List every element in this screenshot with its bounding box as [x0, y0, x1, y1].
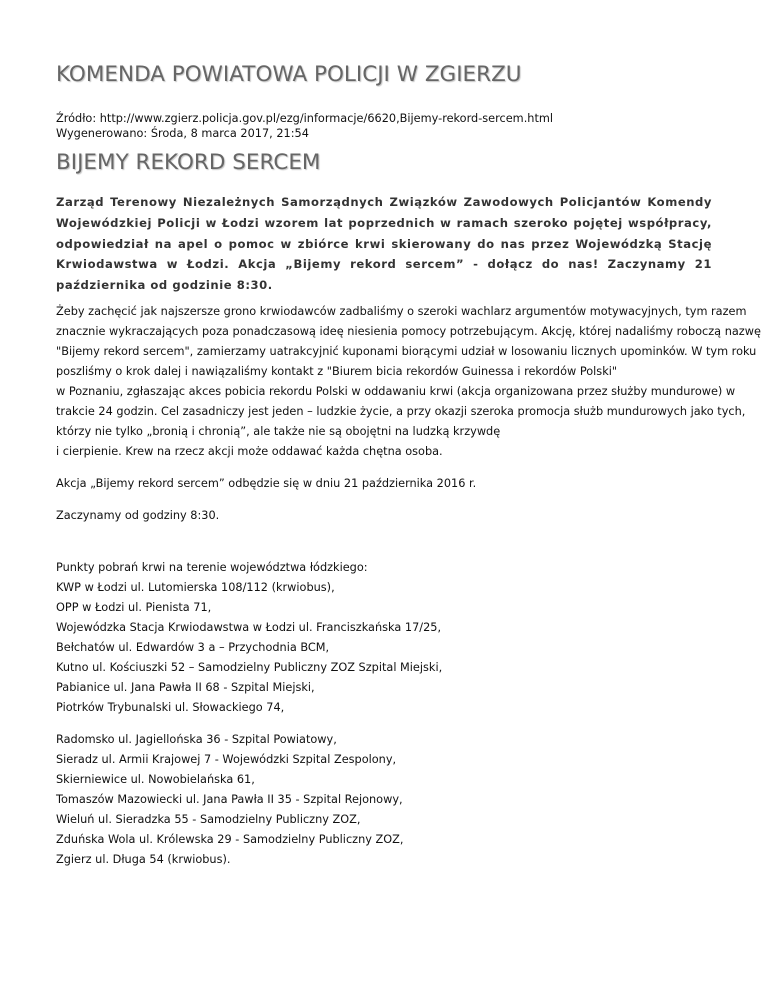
body-line: znacznie wykraczających poza ponadczasową ideę niesienia pomocy potrzebującym. Akcję, której nadaliśmy roboczą nazwę [56, 325, 761, 338]
body-line: którzy nie tylko „bronią i chronią”, ale także nie są obojętni na ludzką krzywdę [56, 425, 501, 438]
meta-info [56, 111, 553, 141]
list-item: KWP w Łodzi ul. Lutomierska 108/112 (krwiobus), [56, 581, 335, 594]
list-item: Sieradz ul. Armii Krajowej 7 - Wojewódzki Szpital Zespolony, [56, 753, 397, 766]
paragraph-motivation [56, 302, 761, 462]
paragraph-date: Akcja „Bijemy rekord sercem” odbędzie się w dniu 21 października 2016 r. [56, 477, 477, 490]
body-line: trakcie 24 godzin. Cel zasadniczy jest jeden – ludzkie życie, a przy okazji szeroka promocja służb mundurowych jako tych, [56, 405, 746, 418]
body-line: Żeby zachęcić jak najszersze grono krwiodawców zadbaliśmy o szeroki wachlarz argumentów motywacyjnych, tym razem [56, 305, 747, 318]
list-item: Radomsko ul. Jagiellońska 36 - Szpital Powiatowy, [56, 733, 337, 746]
list-item: Wojewódzka Stacja Krwiodawstwa w Łodzi ul. Franciszkańska 17/25, [56, 621, 442, 634]
list-item: OPP w Łodzi ul. Pienista 71, [56, 601, 212, 614]
body-line: poszliśmy o krok dalej i nawiązaliśmy kontakt z "Biurem bicia rekordów Guinessa i rekordów Polski" [56, 365, 618, 378]
paragraph-start-time: Zaczynamy od godziny 8:30. [56, 509, 220, 522]
points-intro: Punkty pobrań krwi na terenie województwa łódzkiego: [56, 561, 368, 574]
article-body [56, 302, 761, 870]
body-line: "Bijemy rekord sercem", zamierzamy uatrakcyjnić kuponami biorącymi udział w losowaniu licznych upominków. W tym roku [56, 345, 757, 358]
body-line: w Poznaniu, zgłaszając akces pobicia rekordu Polski w oddawaniu krwi (akcja organizowana przez służby mundurowe) w [56, 385, 736, 398]
generated-line: Wygenerowano: Środa, 8 marca 2017, 21:54 [56, 127, 309, 140]
list-item: Wieluń ul. Sieradzka 55 - Samodzielny Publiczny ZOZ, [56, 813, 361, 826]
points-list-group-2 [56, 730, 712, 870]
list-item: Piotrków Trybunalski ul. Słowackiego 74, [56, 701, 285, 714]
list-item: Skierniewice ul. Nowobielańska 61, [56, 773, 255, 786]
article-title: BIJEMY REKORD SERCEM [56, 150, 321, 175]
site-title: KOMENDA POWIATOWA POLICJI W ZGIERZU [56, 62, 522, 87]
article-lead: Zarząd Terenowy Niezależnych Samorządnych Związków Zawodowych Policjantów Komendy Wojewódzkiej Policji w Łodzi wzorem lat poprzednich w ramach szeroko pojętej współpracy, odpowiedział na apel o pomoc w zbiórce krwi skierowany do nas przez Wojewódzką Stację Krwiodawstwa w Łodzi. Akcja „Bijemy rekord sercem” - dołącz do nas! Zaczynamy 21 października od godzinie 8:30. [56, 195, 712, 293]
list-item: Kutno ul. Kościuszki 52 – Samodzielny Publiczny ZOZ Szpital Miejski, [56, 661, 443, 674]
body-line: i cierpienie. Krew na rzecz akcji może oddawać każda chętna osoba. [56, 445, 443, 458]
list-item: Bełchatów ul. Edwardów 3 a – Przychodnia BCM, [56, 641, 330, 654]
source-line: Źródło: http://www.zgierz.policja.gov.pl/ezg/informacje/6620,Bijemy-rekord-sercem.html [56, 112, 554, 125]
list-item: Zduńska Wola ul. Królewska 29 - Samodzielny Publiczny ZOZ, [56, 833, 404, 846]
list-item: Tomaszów Mazowiecki ul. Jana Pawła II 35 - Szpital Rejonowy, [56, 793, 403, 806]
list-item: Zgierz ul. Długa 54 (krwiobus). [56, 853, 231, 866]
points-list-group-1 [56, 578, 712, 718]
list-item: Pabianice ul. Jana Pawła II 68 - Szpital Miejski, [56, 681, 315, 694]
